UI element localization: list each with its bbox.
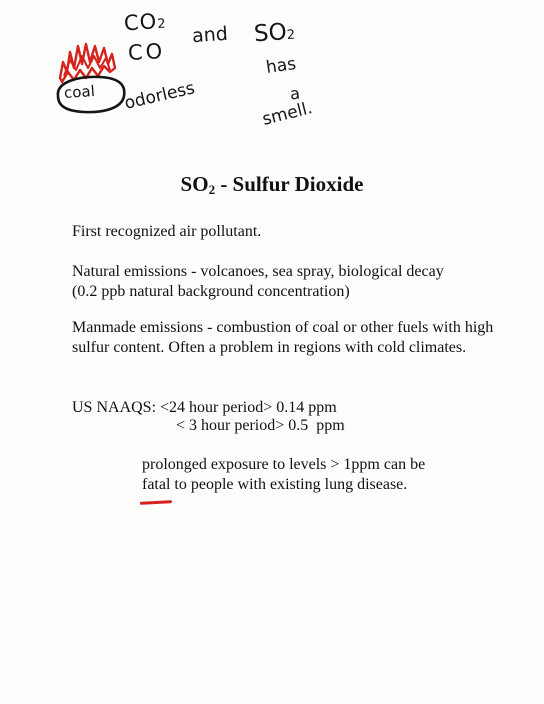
naaqs-24-hour: US NAAQS: <24 hour period> 0.14 ppm [72,399,337,416]
handwritten-coal: coal [63,81,96,103]
red-scribble-fill [64,56,110,76]
page-title: $SO_2$ - Sulfur Dioxide [180,172,364,197]
handwritten-has: has [264,54,298,78]
handwritten-and: and [191,22,229,48]
handwritten-co2: CO2 [123,9,168,36]
paragraph-prolonged-exposure: prolonged exposure to levels > 1ppm can be fatal to people with existing lung disease. [142,455,502,495]
handwritten-a: a [289,83,301,104]
handwritten-co: CO [127,39,166,65]
fatal-underlined-word: fatal [142,475,170,495]
paragraph-first-pollutant: First recognized air pollutant. [72,223,262,240]
handwritten-odorless: odorless [122,78,197,114]
paragraph-manmade-emissions: Manmade emissions - combustion of coal or other fuels with high sulfur content. Often a problem in regions with cold climates. [72,319,494,356]
handwritten-smell: smell. [260,98,315,130]
paragraph-natural-emissions: Natural emissions - volcanoes, sea spray, biological decay (0.2 ppb natural background concentration) [72,263,444,300]
handwritten-so2: SO2 [253,19,296,48]
red-underline [140,500,173,505]
red-scribble [60,44,115,82]
naaqs-3-hour: < 3 hour period> 0.5 ppm [176,417,345,434]
